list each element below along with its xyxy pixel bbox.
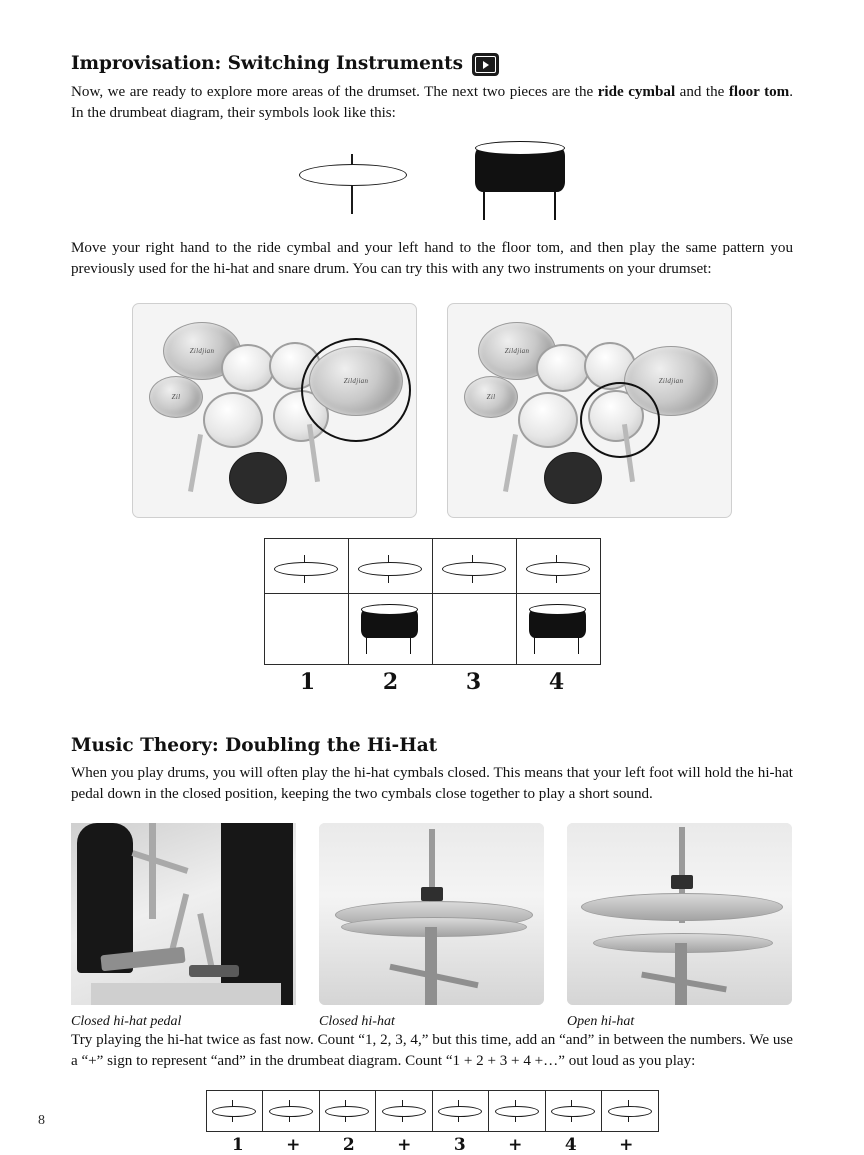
drumbeat-count-row-8 — [71, 1135, 793, 1155]
hi-hat-clutch-open — [671, 875, 693, 889]
ride-cymbal-icon — [526, 555, 590, 583]
floor-tom-icon-head — [529, 604, 586, 615]
hi-hat-count-8: + — [619, 1135, 634, 1155]
hi-hat-icon-disc — [382, 1106, 426, 1117]
hardware-stand-1 — [188, 434, 203, 492]
ride-cymbal-symbol-disc — [299, 164, 407, 186]
hi-hat-icon-disc — [495, 1106, 539, 1117]
open-hi-hat-photo — [567, 823, 792, 1005]
highlight-circle-ride — [301, 338, 411, 442]
hi-hat-cell-2 — [263, 1091, 320, 1131]
drumbeat-cell-tom-4 — [517, 594, 600, 664]
ride-cymbal-icon-disc — [358, 562, 422, 576]
caption-open-hi-hat: Open hi-hat — [567, 1013, 635, 1029]
tom-1 — [221, 344, 275, 392]
hi-hat-count-6: + — [508, 1135, 523, 1155]
drumbeat-count-row-4 — [71, 669, 793, 695]
page-content — [71, 52, 793, 1155]
hi-hat-icon — [325, 1100, 369, 1122]
hi-hat-icon — [551, 1100, 595, 1122]
floor-tom-icon-leg-right — [410, 636, 411, 654]
cymbal-logo-2: Zil — [171, 392, 181, 401]
drumbeat-column-4 — [517, 539, 600, 664]
symbol-illustrations — [71, 146, 793, 238]
drumbeat-column-3 — [433, 539, 517, 664]
hi-hat-cell-4 — [376, 1091, 433, 1131]
hi-hat-cell-7 — [546, 1091, 603, 1131]
hi-hat-icon-disc — [438, 1106, 482, 1117]
drumset-photo-floor-tom-highlighted — [447, 303, 732, 518]
floor-tom-icon — [529, 604, 587, 656]
cymbal-logo-3: Zildjian — [343, 376, 369, 385]
s1-p1-text-a: Now, we are ready to explore more areas of the drumset. The next two pieces are the — [71, 84, 598, 100]
hi-hat-cell-5 — [433, 1091, 490, 1131]
drumbeat-column-1 — [265, 539, 349, 664]
floor-tom-icon-leg-left — [366, 636, 367, 654]
video-play-icon-frame — [475, 56, 496, 73]
hi-hat-icon-disc — [551, 1106, 595, 1117]
pedal-heel-plate — [189, 965, 239, 977]
drumbeat-diagram-8 — [71, 1090, 793, 1132]
hi-hat-icon-disc — [269, 1106, 313, 1117]
hi-hat-icon — [382, 1100, 426, 1122]
hi-hat-cell-8 — [602, 1091, 658, 1131]
hardware-stand-3 — [503, 434, 518, 492]
closed-hi-hat-photo — [319, 823, 544, 1005]
hi-hat-top-cymbal-open — [581, 893, 783, 921]
hi-hat-icon — [438, 1100, 482, 1122]
drumbeat-cell-ride-3 — [433, 539, 516, 594]
drumset-photo-row — [71, 303, 793, 518]
drumbeat-grid-4 — [264, 538, 601, 665]
drumset-illustration-1 — [133, 304, 416, 517]
drumbeat-cell-tom-1-empty — [265, 594, 348, 664]
hi-hat-count-2: + — [286, 1135, 301, 1155]
hi-hat-icon — [269, 1100, 313, 1122]
video-play-icon[interactable] — [472, 53, 499, 76]
pedal-leg-right — [221, 823, 293, 1005]
hi-hat-icon-disc — [325, 1106, 369, 1117]
drumbeat-count-4: 4 — [548, 668, 565, 695]
floor-tom-symbol — [475, 146, 567, 224]
cymbal-logo-1: Zildjian — [189, 346, 215, 355]
pedal-leg-left — [77, 823, 133, 973]
s1-p1-text-c: . In the drumbeat diagram, their symbols look like this: — [71, 84, 793, 122]
closed-hi-hat-illustration — [319, 823, 544, 1005]
hi-hat-icon-disc — [212, 1106, 256, 1117]
drumbeat-cell-ride-1 — [265, 539, 348, 594]
drumbeat-count-3: 3 — [465, 668, 482, 695]
kick-drum-2 — [544, 452, 602, 504]
floor-tom-icon — [361, 604, 419, 656]
section2-paragraph-2: Try playing the hi-hat twice as fast now. Count “1, 2, 3, 4,” but this time, add an “and” in between the numbers. We use a “+” sign to represent “and” in the drumbeat diagram. Count “1 + 2 + 3 + 4 +…” out loud as you play: — [71, 1031, 793, 1069]
open-hi-hat-illustration — [567, 823, 792, 1005]
floor-tom-symbol-leg-left — [483, 190, 485, 220]
ride-cymbal-icon — [358, 555, 422, 583]
floor-tom-symbol-leg-right — [554, 190, 556, 220]
floor-tom-icon-leg-left — [534, 636, 535, 654]
drumbeat-column-2 — [349, 539, 433, 664]
hi-hat-count-5: 3 — [453, 1135, 466, 1155]
cymbal-logo-4: Zildjian — [504, 346, 530, 355]
page-number: 8 — [38, 1113, 45, 1128]
snare-drum-2 — [518, 392, 578, 448]
tom-3 — [536, 344, 590, 392]
video-play-icon-triangle — [483, 61, 489, 69]
pedal-illustration — [71, 823, 296, 1005]
hi-hat-count-7: 4 — [564, 1135, 577, 1155]
s1-p1-bold-ride: ride cymbal — [597, 84, 676, 100]
hi-hat-icon — [608, 1100, 652, 1122]
floor-tom-icon-leg-right — [578, 636, 579, 654]
hi-hat-stand-leg-2 — [197, 913, 215, 969]
section-heading-music-theory: Music Theory: Doubling the Hi-Hat — [71, 734, 438, 756]
ride-cymbal-icon-disc — [526, 562, 590, 576]
ride-cymbal-icon — [442, 555, 506, 583]
drumbeat-count-2: 2 — [382, 668, 399, 695]
s1-p1-text-b: and the — [675, 84, 729, 100]
hi-hat-photo-row — [71, 823, 793, 1005]
hi-hat-cell-1 — [207, 1091, 264, 1131]
section1-heading-text: Improvisation: Switching Instruments — [71, 53, 463, 74]
s1-p1-bold-floor-tom: floor tom — [728, 84, 790, 100]
drumbeat-cell-tom-3-empty — [433, 594, 516, 664]
caption-closed-hi-hat: Closed hi-hat — [319, 1013, 395, 1029]
drumset-illustration-2 — [448, 304, 731, 517]
hi-hat-count-4: + — [397, 1135, 412, 1155]
hi-hat-stand-arm — [131, 850, 188, 874]
hi-hat-stand-closed — [425, 927, 437, 1005]
highlight-circle-floor-tom — [580, 382, 660, 458]
closed-hi-hat-pedal-photo — [71, 823, 296, 1005]
drumbeat-cell-tom-2 — [349, 594, 432, 664]
drumbeat-grid-8 — [206, 1090, 659, 1132]
drumbeat-diagram-4 — [71, 538, 793, 665]
drumbeat-cell-ride-4 — [517, 539, 600, 594]
drumbeat-cell-ride-2 — [349, 539, 432, 594]
hi-hat-icon — [495, 1100, 539, 1122]
hi-hat-count-1: 1 — [231, 1135, 244, 1155]
cymbal-logo-5: Zil — [486, 392, 496, 401]
floor-surface — [91, 983, 281, 1005]
kick-drum-1 — [229, 452, 287, 504]
section1-paragraph-2: Move your right hand to the ride cymbal and your left hand to the floor tom, and then play the same pattern you previously used for the hi-hat and snare drum. You can try this with any two instruments on your drumset: — [71, 240, 793, 278]
hi-hat-icon-disc — [608, 1106, 652, 1117]
section-heading-improvisation — [71, 52, 793, 75]
ride-cymbal-icon — [274, 555, 338, 583]
section2-paragraph-1: When you play drums, you will often play the hi-hat cymbals closed. This means that your left foot will hold the hi-hat pedal down in the closed position, keeping the two cymbals close together to play a short sound. — [71, 764, 793, 802]
hi-hat-cell-3 — [320, 1091, 377, 1131]
hi-hat-icon — [212, 1100, 256, 1122]
floor-tom-icon-head — [361, 604, 418, 615]
hi-hat-caption-row — [71, 1005, 793, 1030]
section1-paragraph-1 — [71, 82, 793, 124]
hi-hat-cymbal-1 — [149, 376, 203, 418]
drumset-photo-ride-highlighted — [132, 303, 417, 518]
hi-hat-cymbal-2 — [464, 376, 518, 418]
hi-hat-stand-open — [675, 943, 687, 1005]
snare-drum-1 — [203, 392, 263, 448]
ride-cymbal-icon-disc — [442, 562, 506, 576]
hi-hat-cell-6 — [489, 1091, 546, 1131]
hi-hat-count-3: 2 — [342, 1135, 355, 1155]
cymbal-logo-6: Zildjian — [658, 376, 684, 385]
hi-hat-stand-rod — [149, 823, 156, 919]
ride-cymbal-symbol — [299, 154, 407, 214]
ride-cymbal-icon-disc — [274, 562, 338, 576]
drumbeat-count-1: 1 — [299, 668, 316, 695]
hi-hat-clutch-closed — [421, 887, 443, 901]
caption-closed-hi-hat-pedal: Closed hi-hat pedal — [71, 1013, 182, 1029]
